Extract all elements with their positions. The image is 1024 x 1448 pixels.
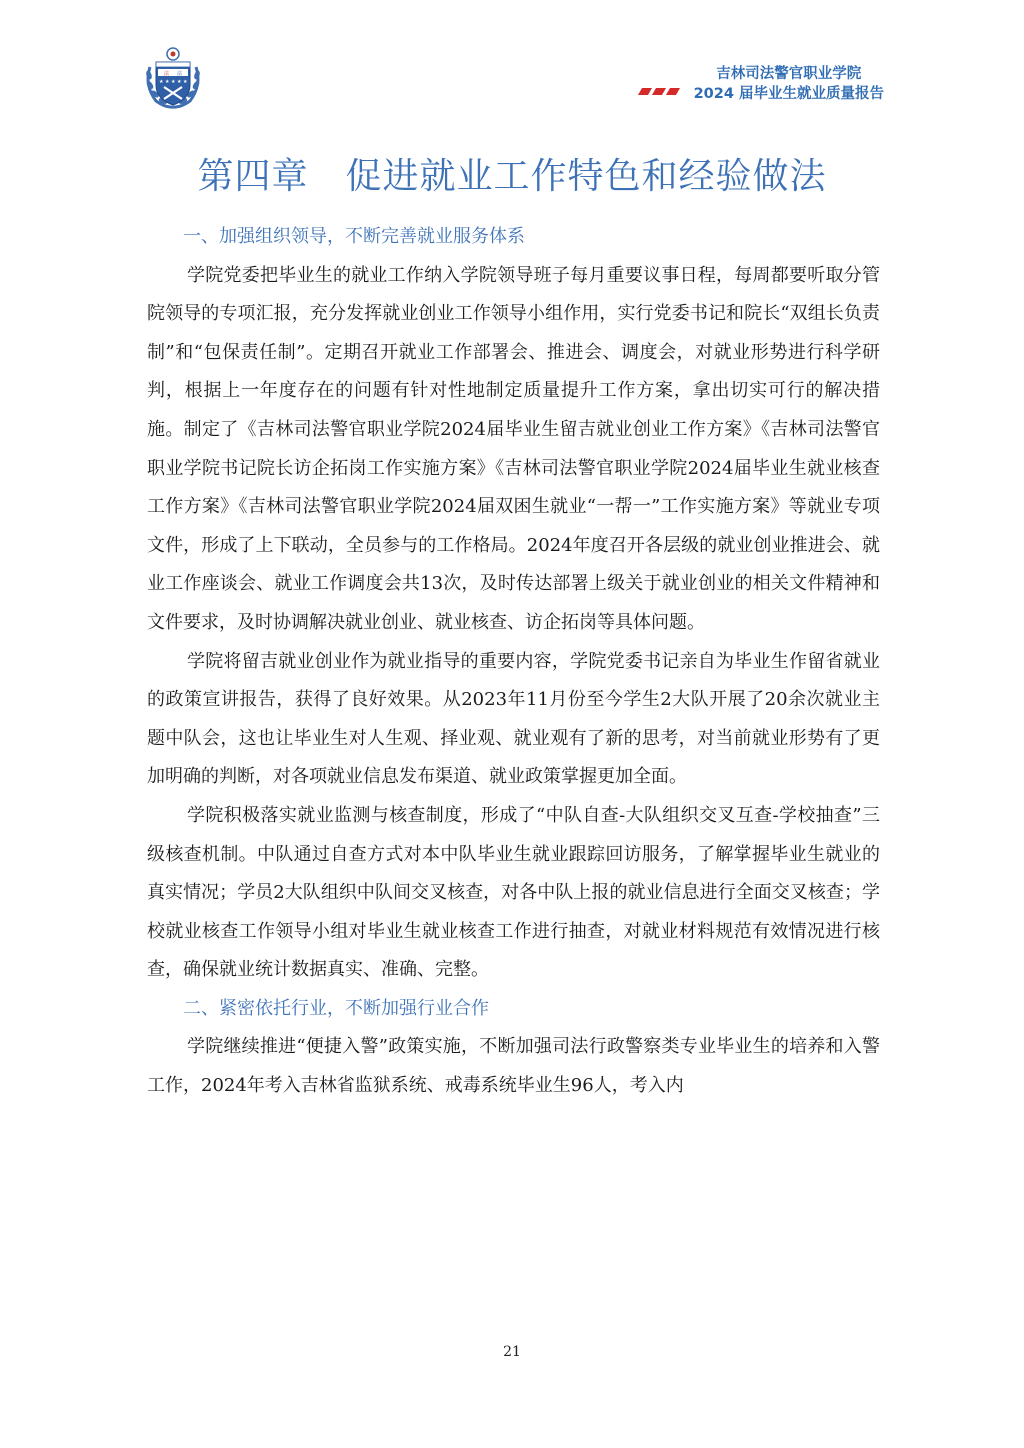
svg-text:★: ★	[171, 79, 176, 85]
svg-text:★: ★	[159, 79, 164, 85]
body-paragraph: 学院将留吉就业创业作为就业指导的重要内容，学院党委书记亲自为毕业生作留省就业的政策宣讲报告，获得了良好效果。从2023年11月份至今学生2大队开展了20余次就业主题中队会，这也让毕业生对人生观、择业观、就业观有了新的思考，对当前就业形势有了更加明确的判断，对各项就业信息发布渠道、就业政策掌握更加全面。	[147, 650, 880, 788]
section-heading: 一、加强组织领导，不断完善就业服务体系	[183, 226, 525, 247]
school-name: 吉林司法警官职业学院	[716, 66, 862, 82]
body-paragraph: 学院积极落实就业监测与核查制度，形成了“中队自查-大队组织交叉互查-学校抽查”三级核查机制。中队通过自查方式对本中队毕业生就业跟踪回访服务，了解掌握毕业生就业的真实情况；学员2大队组织中队间交叉核查，对各中队上报的就业信息进行全面交叉核查；学校就业核查工作领导小组对毕业生就业核查工作进行抽查，对就业材料规范有效情况进行核查，确保就业统计数据真实、准确、完整。	[147, 804, 880, 981]
school-crest-icon	[140, 45, 206, 111]
report-title: 2024 届毕业生就业质量报告	[693, 86, 884, 102]
svg-text:法: 法	[164, 71, 170, 77]
svg-text:★: ★	[183, 79, 188, 85]
chapter-title: 第四章 促进就业工作特色和经验做法	[197, 156, 827, 197]
report-header	[640, 64, 884, 104]
page-body	[147, 218, 880, 1106]
page-number: 21	[503, 1344, 521, 1360]
body-paragraph: 学院党委把毕业生的就业工作纳入学院领导班子每月重要议事日程，每周都要听取分管院领导的专项汇报，充分发挥就业创业工作领导小组作用，实行党委书记和院长“双组长负责制”和“包保责任制”。定期召开就业工作部署会、推进会、调度会，对就业形势进行科学研判，根据上一年度存在的问题有针对性地制定质量提升工作方案，拿出切实可行的解决措施。制定了《吉林司法警官职业学院2024届毕业生留吉就业创业工作方案》《吉林司法警官职业学院书记院长访企拓岗工作实施方案》《吉林司法警官职业学院2024届毕业生就业核查工作方案》《吉林司法警官职业学院2024届双困生就业“一帮一”工作实施方案》等就业专项文件，形成了上下联动，全员参与的工作格局。2024年度召开各层级的就业创业推进会、就业工作座谈会、就业工作调度会共13次，及时传达部署上级关于就业创业的相关文件精神和文件要求，及时协调解决就业创业、就业核查、访企拓岗等具体问题。	[147, 264, 880, 633]
svg-text:★: ★	[165, 79, 170, 85]
header-text-block	[694, 64, 884, 104]
body-paragraph: 学院继续推进“便捷入警”政策实施，不断加强司法行政警察类专业毕业生的培养和入警工作，2024年考入吉林省监狱系统、戒毒系统毕业生96人，考入内	[147, 1036, 880, 1097]
section-heading: 二、紧密依托行业，不断加强行业合作	[183, 997, 489, 1019]
red-slash-decoration	[640, 88, 678, 95]
svg-text:法: 法	[177, 71, 183, 77]
svg-text:★: ★	[177, 79, 182, 85]
